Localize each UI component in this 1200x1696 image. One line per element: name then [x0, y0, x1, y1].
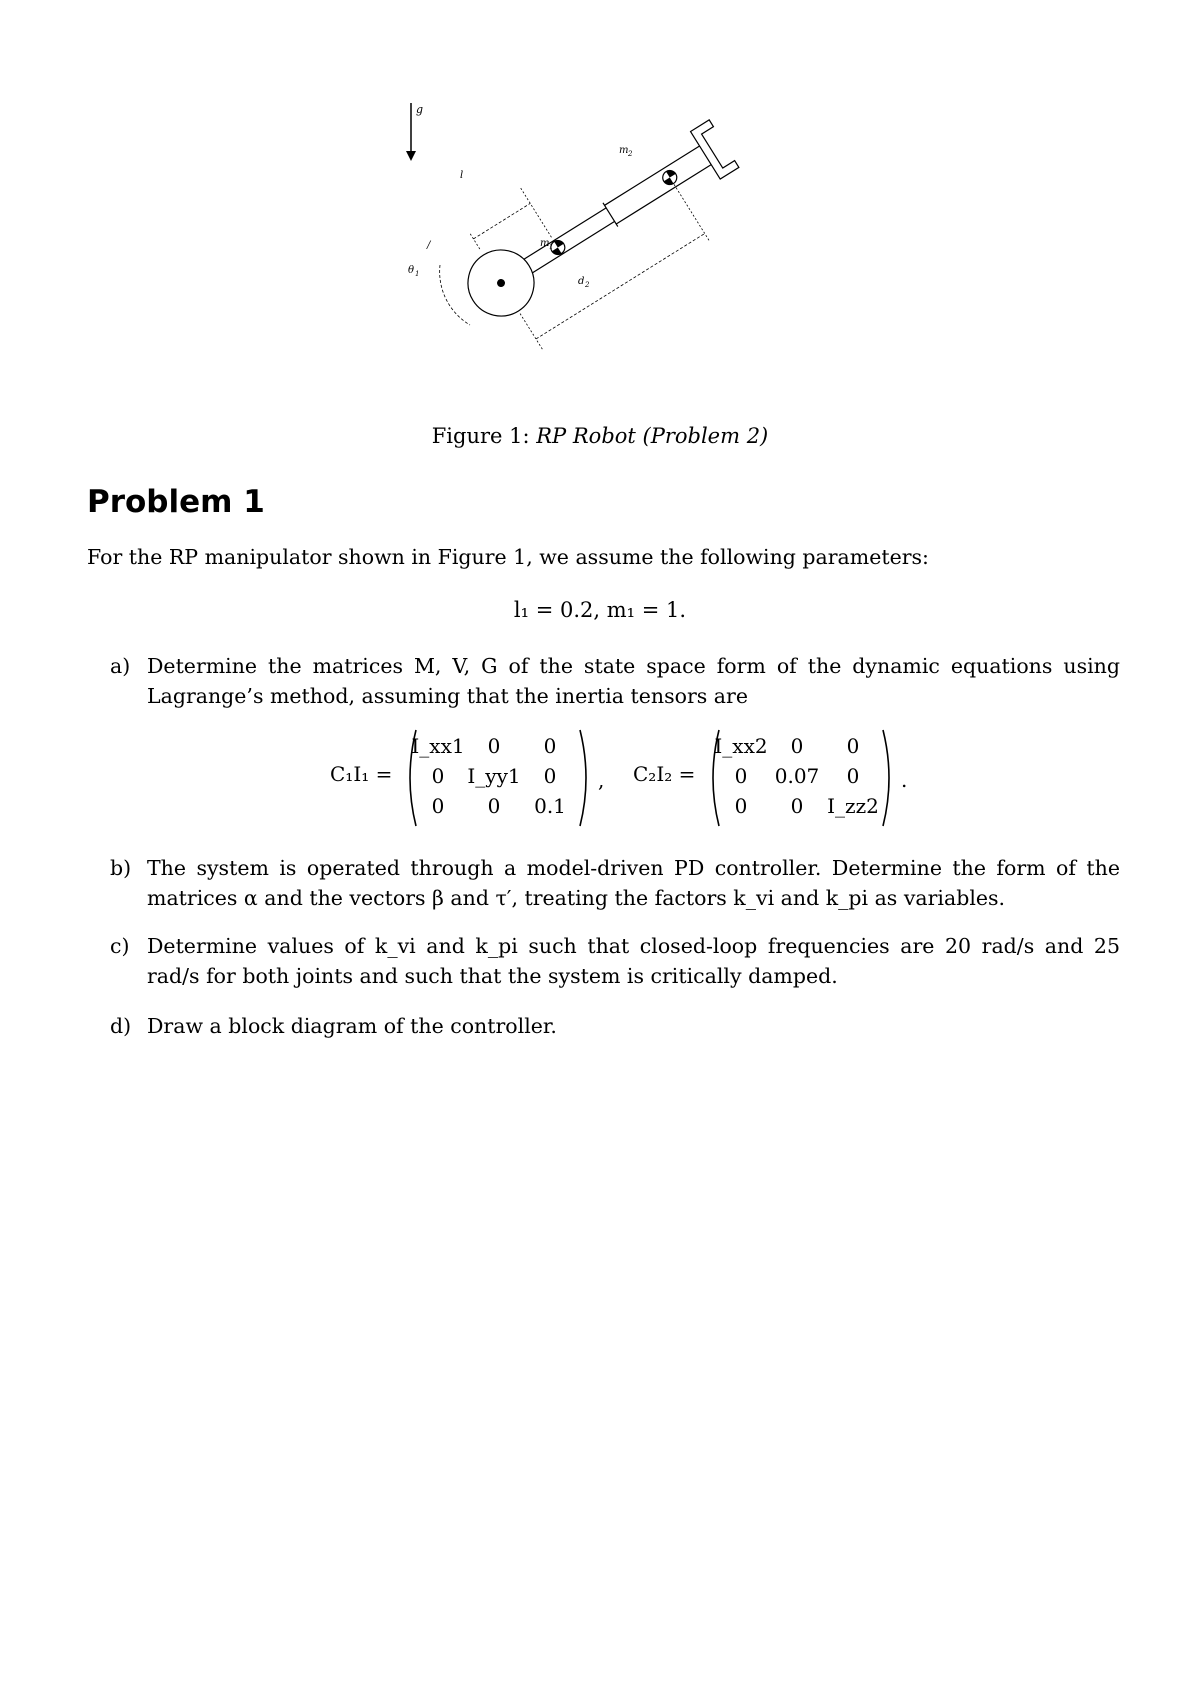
link-1-end	[603, 203, 618, 227]
tensor-separator: ,	[598, 768, 605, 792]
right-paren	[578, 728, 592, 828]
gravity-arrowhead	[406, 151, 416, 161]
tensor-1-grid	[410, 734, 578, 824]
robot-arm-group	[436, 95, 767, 368]
cell: 0	[846, 734, 860, 758]
cell: 0	[734, 794, 748, 818]
mass-2-marker	[660, 168, 679, 187]
cell: I_zz2	[827, 794, 879, 818]
cell: 0	[734, 764, 748, 788]
cell: 0	[846, 764, 860, 788]
tensor-1-label: C₁I₁ =	[330, 762, 393, 786]
label-theta1: θ	[408, 265, 415, 276]
tensor-2-label: C₂I₂ =	[633, 762, 696, 786]
rp-robot-figure	[400, 95, 800, 385]
problem-intro: For the RP manipulator shown in Figure 1, we assume the following parameters:	[87, 545, 929, 569]
cell: 0.1	[534, 794, 566, 818]
cell: 0	[431, 794, 445, 818]
cell: 0	[543, 734, 557, 758]
joint-1-pivot	[495, 277, 506, 288]
label-l1: l	[460, 170, 464, 181]
item-text: Determine values of k_vi and k_pi such that closed-loop frequencies are 20 rad/s and 25 rad/s for both joints and such that the system is critically damped.	[147, 934, 1120, 988]
theta-1-arc	[440, 265, 470, 325]
cell: I_xx1	[411, 734, 465, 758]
right-paren	[881, 728, 895, 828]
parameter-equation: l₁ = 0.2, m₁ = 1.	[513, 598, 687, 622]
problem-title: Problem 1	[87, 484, 265, 520]
label-m2: m	[619, 145, 629, 156]
item-text: The system is operated through a model-driven PD controller. Determine the form of the matrices α and the vectors β and τ′, treating the factors k_vi and k_pi as variables.	[147, 856, 1120, 910]
label-d2: d	[578, 276, 585, 287]
label-slash: /	[427, 240, 431, 251]
cell: I_xx2	[714, 734, 768, 758]
caption-text: RP Robot (Problem 2)	[536, 424, 769, 448]
tensor-2-grid	[713, 734, 881, 824]
inertia-tensors	[330, 728, 950, 828]
cell: 0	[790, 734, 804, 758]
cell: 0.07	[774, 764, 820, 788]
tensor-end-mark: .	[901, 768, 908, 792]
label-m2-sub: 2	[628, 150, 633, 158]
item-label: c)	[110, 934, 130, 958]
item-text: Draw a block diagram of the controller.	[147, 1014, 557, 1038]
cell: I_yy1	[467, 764, 521, 788]
link-1-top	[524, 208, 606, 259]
cell: 0	[431, 764, 445, 788]
label-d2-sub: 2	[585, 281, 590, 289]
cell: 0	[487, 794, 501, 818]
label-theta1-sub: 1	[415, 270, 420, 278]
cell: 0	[487, 734, 501, 758]
item-label: b)	[110, 856, 132, 880]
cell: 0	[790, 794, 804, 818]
item-label: d)	[110, 1014, 132, 1038]
caption-prefix: Figure 1:	[431, 424, 530, 448]
gravity-label: g	[416, 103, 424, 116]
figure-caption	[0, 424, 1200, 448]
item-label: a)	[110, 654, 131, 678]
cell: 0	[543, 764, 557, 788]
label-m1-sub: 1	[549, 243, 554, 251]
item-text: Determine the matrices M, V, G of the state space form of the dynamic equations using Lagrange’s method, assuming that the inertia tensors are	[147, 654, 1120, 708]
label-m1: m	[540, 238, 550, 249]
gripper	[691, 120, 739, 179]
rp-robot-diagram	[400, 95, 800, 385]
dimension-l1	[473, 203, 530, 239]
